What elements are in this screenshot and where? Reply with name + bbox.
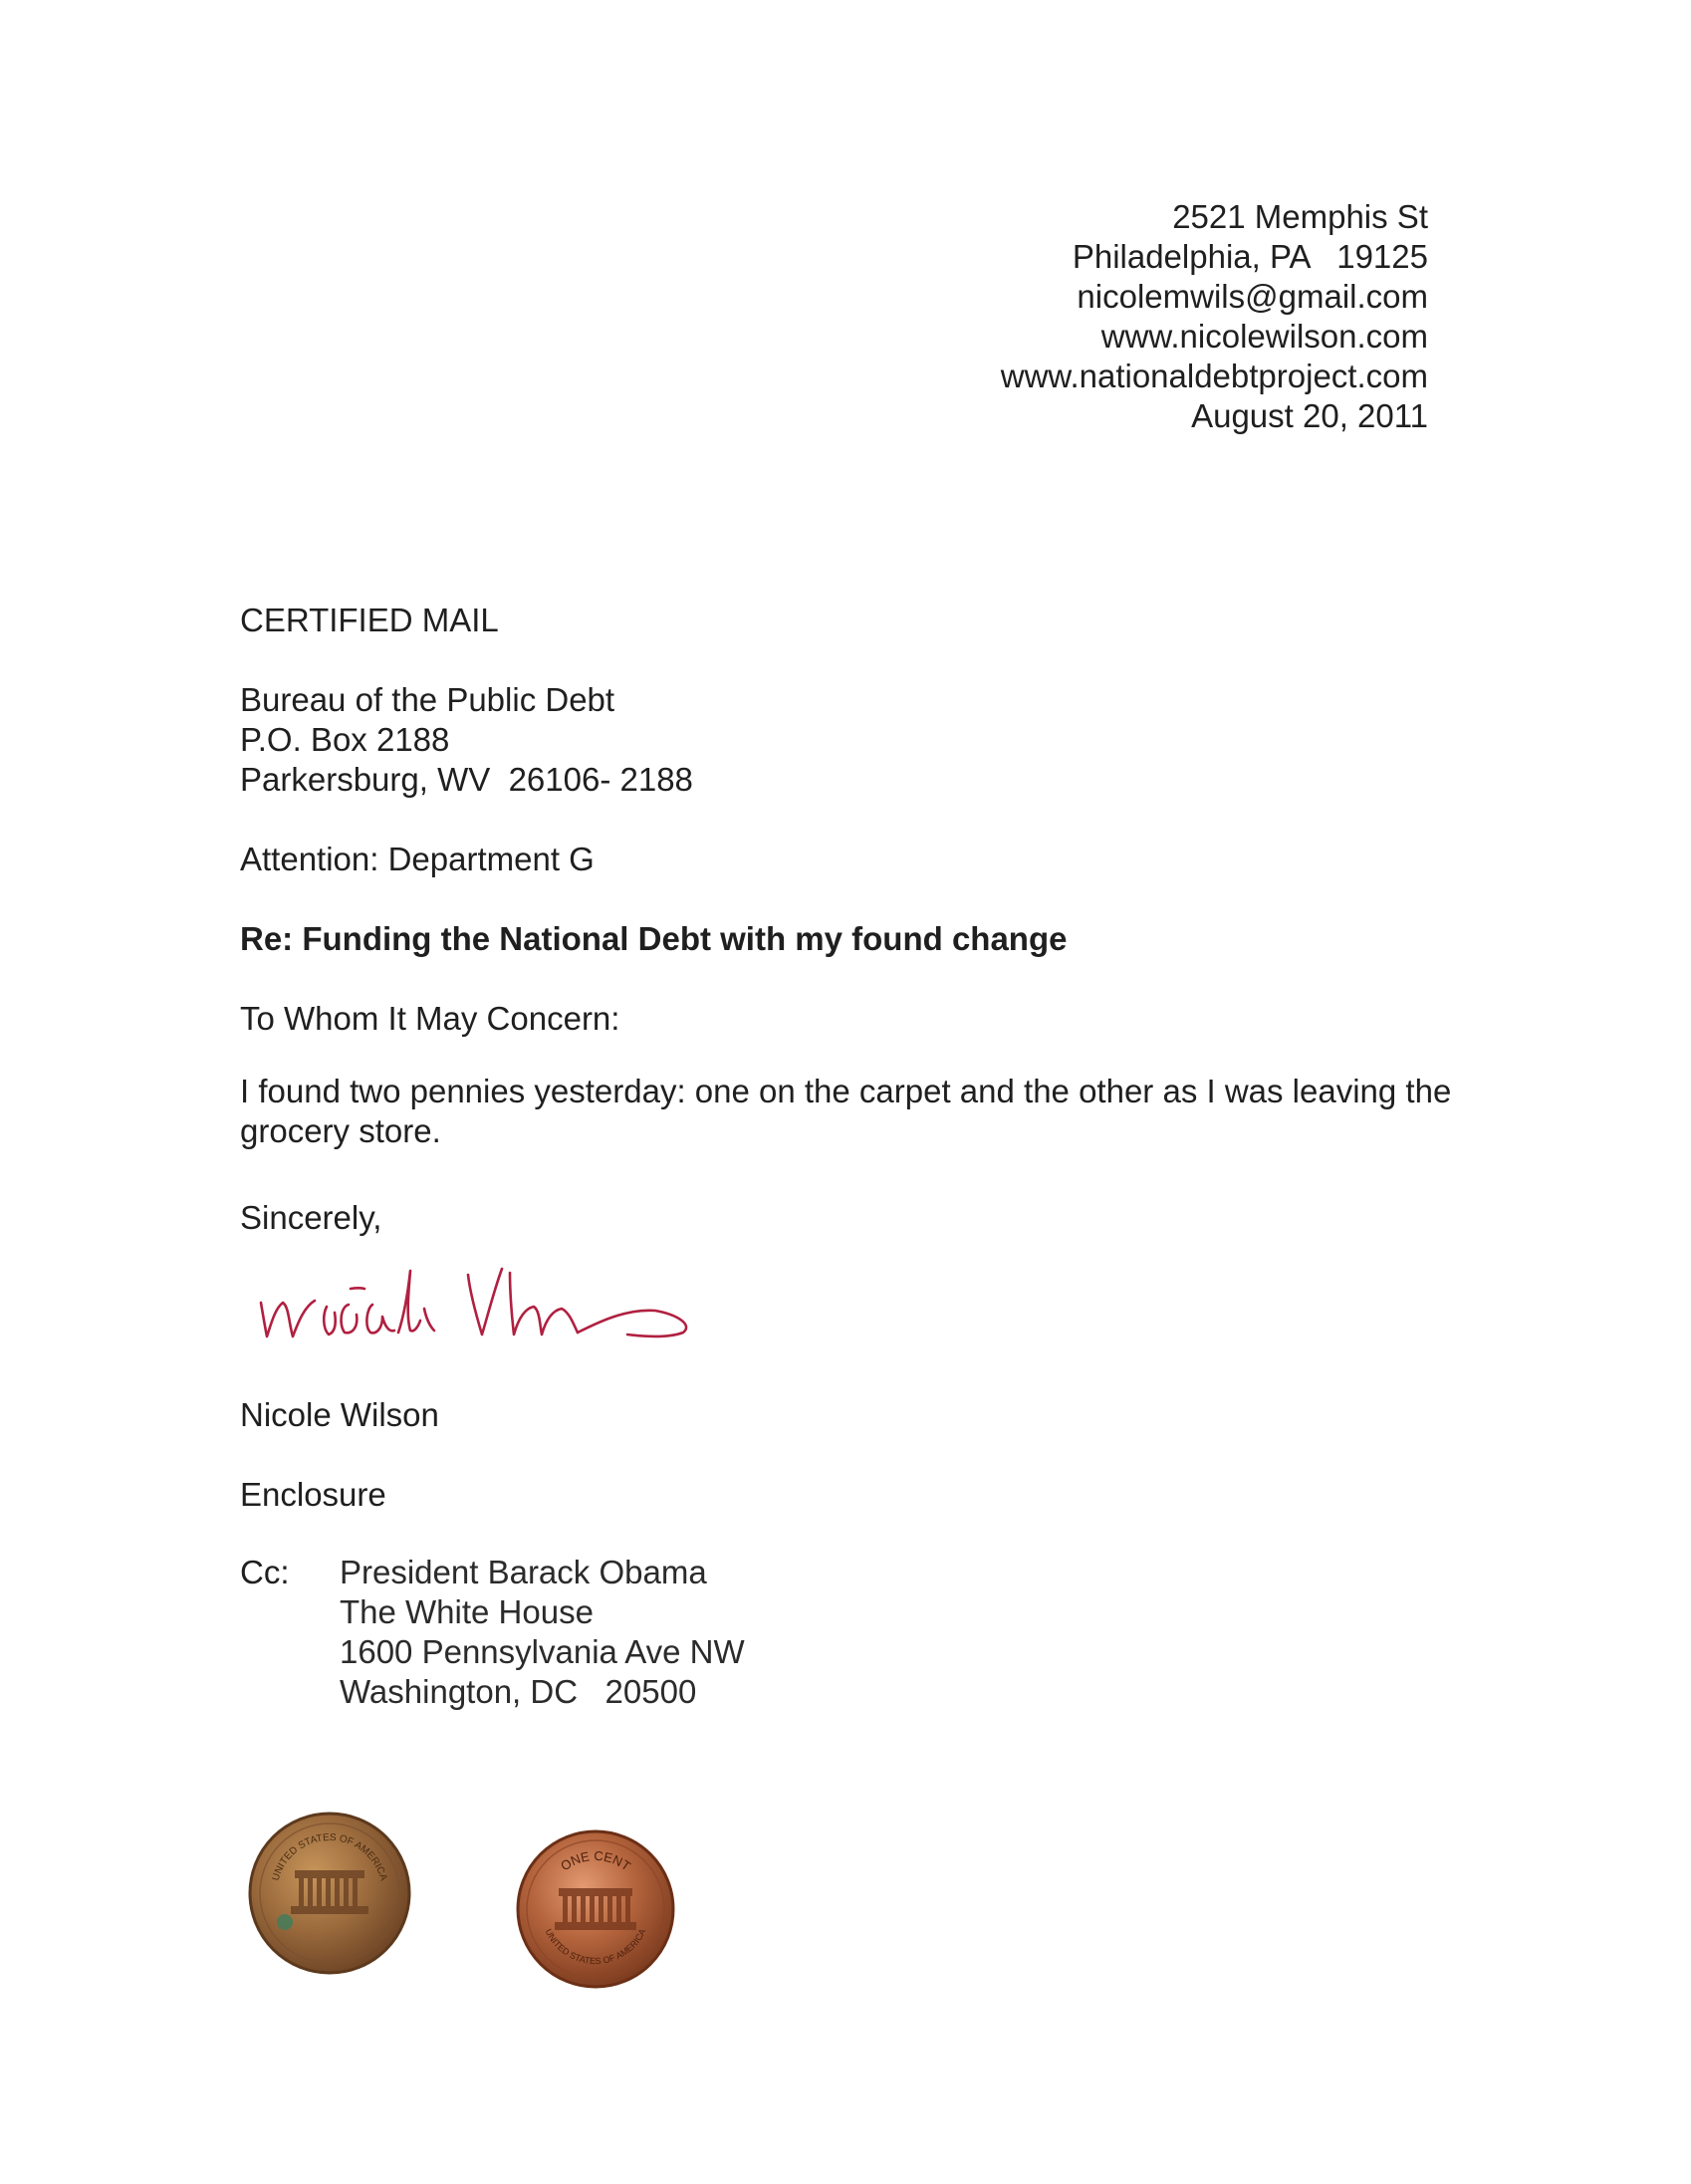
coin-inscription: UNITED STATES OF AMERICA <box>543 1927 648 1967</box>
cc-label: Cc: <box>240 1554 290 1590</box>
cc-line: 1600 Pennsylvania Ave NW <box>340 1633 745 1670</box>
sender-address-block <box>1001 197 1428 436</box>
sender-street: 2521 Memphis St <box>1172 198 1428 235</box>
sender-website-project: www.nationaldebtproject.com <box>1000 358 1428 394</box>
signer-name: Nicole Wilson <box>240 1396 439 1433</box>
enclosure-note: Enclosure <box>240 1476 386 1513</box>
closing: Sincerely, <box>240 1199 382 1236</box>
penny-worn <box>247 1811 412 1976</box>
cc-address-block <box>340 1553 745 1712</box>
recipient-po-box: P.O. Box 2188 <box>240 721 450 758</box>
coin-denomination: ONE CENT <box>558 1847 633 1874</box>
delivery-method: CERTIFIED MAIL <box>240 602 499 638</box>
recipient-name: Bureau of the Public Debt <box>240 681 615 718</box>
handwritten-signature <box>249 1245 697 1354</box>
penny-bright <box>513 1826 678 1992</box>
cc-line: The White House <box>340 1593 594 1630</box>
cc-line: President Barack Obama <box>340 1554 707 1590</box>
attention-line: Attention: Department G <box>240 841 595 877</box>
cc-line: Washington, DC 20500 <box>340 1673 697 1710</box>
letter-body: I found two pennies yesterday: one on the carpet and the other as I was leaving the grocery store. <box>240 1073 1452 1149</box>
recipient-city-state-zip: Parkersburg, WV 26106- 2188 <box>240 761 693 798</box>
sender-email: nicolemwils@gmail.com <box>1077 278 1428 315</box>
sender-website-personal: www.nicolewilson.com <box>1100 318 1428 355</box>
salutation: To Whom It May Concern: <box>240 1000 620 1037</box>
coin-inscription: UNITED STATES OF AMERICA <box>270 1831 389 1882</box>
subject-line: Re: Funding the National Debt with my found change <box>240 920 1068 957</box>
letter-date: August 20, 2011 <box>1191 397 1428 434</box>
recipient-address-block <box>240 680 693 800</box>
sender-city-state-zip: Philadelphia, PA 19125 <box>1072 238 1428 275</box>
